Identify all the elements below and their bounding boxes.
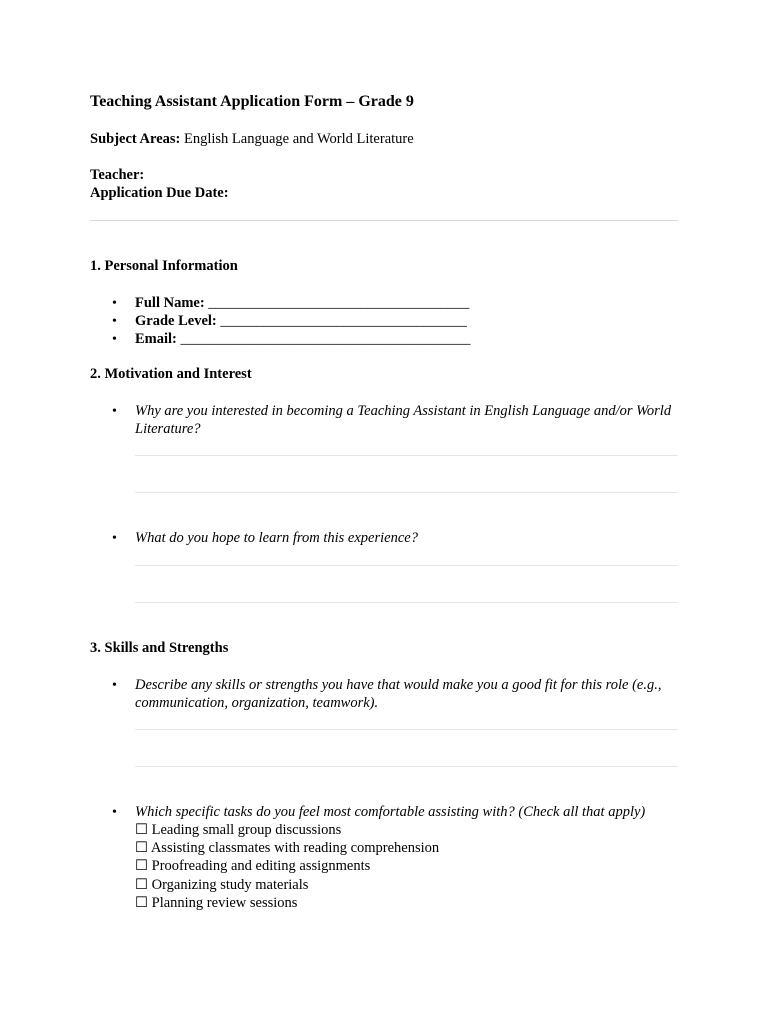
- task-checkbox-list: [135, 821, 439, 912]
- subject-areas-label: Subject Areas:: [90, 131, 181, 147]
- checkbox-icon[interactable]: ☐: [135, 894, 148, 911]
- bullet-icon: •: [112, 805, 117, 820]
- section-heading-personal-info: 1. Personal Information: [90, 258, 238, 274]
- bullet-icon: •: [112, 332, 117, 347]
- subject-areas-value: English Language and World Literature: [183, 131, 414, 147]
- field-email[interactable]: [135, 330, 471, 348]
- question-skills: Describe any skills or strengths you have that would make you a good fit for this role (e.g., communication, organization, teamwork).: [135, 677, 662, 711]
- teacher-line: [90, 167, 144, 184]
- full-name-blank[interactable]: ____________________________________: [208, 295, 470, 311]
- section-heading-skills: 3. Skills and Strengths: [90, 640, 229, 656]
- field-grade-level[interactable]: [135, 312, 467, 330]
- field-full-name[interactable]: [135, 294, 469, 312]
- checkbox-icon[interactable]: ☐: [135, 858, 148, 875]
- checkbox-label: Leading small group discussions: [151, 822, 342, 838]
- checkbox-label: Proofreading and editing assignments: [151, 858, 371, 875]
- question-tasks: Which specific tasks do you feel most comfortable assisting with? (Check all that apply): [135, 804, 646, 820]
- due-date-label: Application Due Date:: [90, 185, 229, 201]
- answer-line[interactable]: [135, 565, 678, 566]
- checkbox-icon[interactable]: ☐: [135, 822, 148, 838]
- answer-line[interactable]: [135, 492, 678, 493]
- checkbox-label: Assisting classmates with reading comprehension: [150, 840, 440, 857]
- divider: [90, 220, 678, 221]
- answer-line[interactable]: [135, 455, 678, 456]
- answer-line[interactable]: [135, 766, 678, 767]
- checkbox-option-review-sessions[interactable]: [135, 894, 439, 912]
- checkbox-icon[interactable]: ☐: [135, 876, 148, 893]
- subject-areas-line: [90, 131, 414, 148]
- checkbox-label: Planning review sessions: [151, 894, 298, 911]
- due-date-line: [90, 185, 229, 202]
- bullet-icon: •: [112, 314, 117, 329]
- teacher-label: Teacher:: [90, 167, 145, 183]
- checkbox-option-proofreading[interactable]: [135, 857, 439, 875]
- question-hope-to-learn: What do you hope to learn from this experience?: [135, 530, 418, 546]
- checkbox-label: Organizing study materials: [151, 876, 309, 893]
- email-blank[interactable]: ________________________________________: [180, 331, 471, 347]
- question-why-interested: Why are you interested in becoming a Teaching Assistant in English Language and/or World Literature?: [135, 403, 672, 437]
- checkbox-option-leading-discussions[interactable]: [135, 821, 439, 839]
- grade-level-blank[interactable]: __________________________________: [220, 313, 467, 329]
- checkbox-option-reading-comprehension[interactable]: [135, 839, 439, 857]
- checkbox-option-organizing-materials[interactable]: [135, 876, 439, 894]
- section-heading-motivation: 2. Motivation and Interest: [90, 366, 252, 382]
- bullet-icon: •: [112, 678, 117, 693]
- checkbox-icon[interactable]: ☐: [135, 840, 148, 857]
- bullet-icon: •: [112, 531, 117, 546]
- full-name-label: Full Name:: [135, 295, 205, 311]
- answer-line[interactable]: [135, 729, 678, 730]
- bullet-icon: •: [112, 404, 117, 419]
- email-label: Email:: [135, 331, 177, 347]
- form-title: Teaching Assistant Application Form – Grade 9: [90, 93, 414, 110]
- answer-line[interactable]: [135, 602, 678, 603]
- grade-level-label: Grade Level:: [135, 313, 217, 329]
- bullet-icon: •: [112, 296, 117, 311]
